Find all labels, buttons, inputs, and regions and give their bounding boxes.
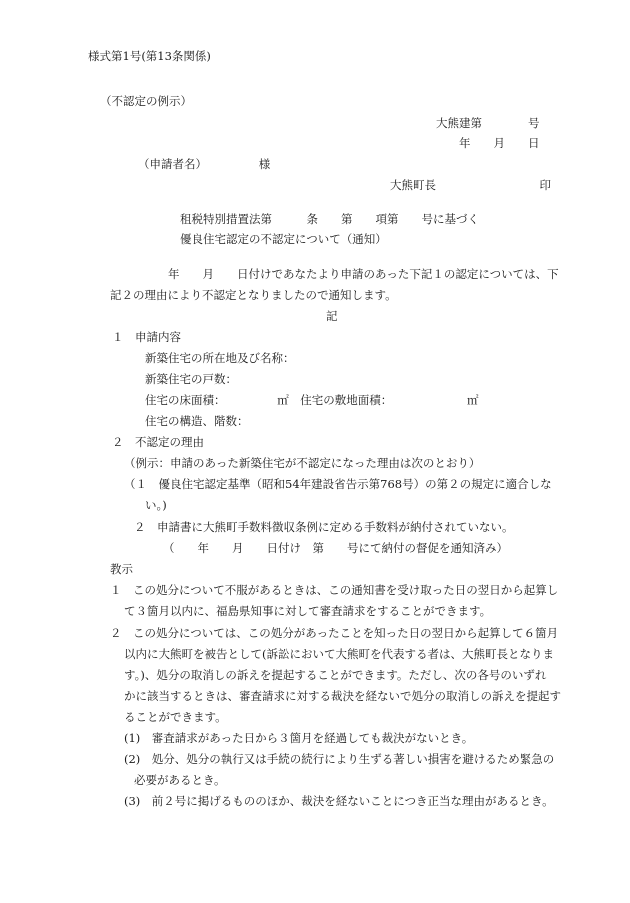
form-number: 様式第1号(第13条関係) xyxy=(88,49,211,63)
units-field: 新築住宅の戸数： xyxy=(145,372,237,386)
section2-heading: ２ 不認定の理由 xyxy=(112,435,204,449)
kyoji-p2-line1: ２ この処分については、この処分があったことを知った日の翌日から起算して６箇月 xyxy=(110,626,559,640)
kyoji-sub2-line2: 必要があるとき。 xyxy=(134,773,226,787)
kyoji-p1-line1: １ この処分について不服があるときは、この通知書を受け取った日の翌日から起算し xyxy=(110,583,559,597)
document-title-line2: 優良住宅認定の不認定について（通知） xyxy=(180,232,387,246)
addressee: （申請者名） 様 xyxy=(138,157,271,171)
kyoji-sub2-line1: (2) 処分、処分の執行又は手続の続行により生ずる著しい損害を避けるため緊急の xyxy=(124,752,555,766)
document-title-line1: 租税特別措置法第 条 第 項第 号に基づく xyxy=(180,212,479,226)
document-number: 大熊建第 号 xyxy=(436,116,540,130)
issue-date: 年 月 日 xyxy=(459,136,540,150)
reason-example: （例示：申請のあった新築住宅が不認定になった理由は次のとおり） xyxy=(124,456,481,470)
kyoji-p2-line2: 以内に大熊町を被告として(訴訟において大熊町を代表する者は、大熊町長となりま xyxy=(124,647,554,661)
kyoji-p1-line2: て３箇月以内に、福島県知事に対して審査請求をすることができます。 xyxy=(124,604,492,618)
reason2-note: （ 年 月 日付け 第 号にて納付の督促を通知済み） xyxy=(163,541,508,555)
reason1-line2: い。) xyxy=(145,498,167,512)
kyoji-p2-line3: す。)、処分の取消しの訴えを提起することができます。ただし、次の各号のいずれ xyxy=(124,668,547,682)
section1-heading: １ 申請内容 xyxy=(112,330,181,344)
reason2: ２ 申請書に大熊町手数料徴収条例に定める手数料が納付されていない。 xyxy=(134,520,514,534)
reason1-line1: （１ 優良住宅認定基準（昭和54年建設省告示第768号）の第２の規定に適合しな xyxy=(124,477,552,491)
intro-line1: 年 月 日付けであなたより申請のあった下記１の認定については、下 xyxy=(168,267,559,281)
intro-line2: 記２の理由により不認定となりましたので通知します。 xyxy=(110,288,397,302)
kyoji-p2-line5: ることができます。 xyxy=(124,710,227,724)
example-label: （不認定の例示） xyxy=(100,94,192,108)
kyoji-heading: 教示 xyxy=(110,562,133,576)
kyoji-sub1: (1) 審査請求があった日から３箇月を経過しても裁決がないとき。 xyxy=(124,731,474,745)
location-name-field: 新築住宅の所在地及び名称： xyxy=(145,351,295,365)
kyoji-sub3: (3) 前２号に掲げるもののほか、裁決を経ないことにつき正当な理由があるとき。 xyxy=(124,794,554,808)
kyoji-p2-line4: かに該当するときは、審査請求に対する裁決を経ないで処分の取消しの訴えを提起す xyxy=(124,689,561,703)
sender: 大熊町長 印 xyxy=(390,178,551,192)
area-field: 住宅の床面積： ㎡ 住宅の敷地面積： ㎡ xyxy=(145,393,479,407)
structure-field: 住宅の構造、階数： xyxy=(145,414,249,428)
ki-heading: 記 xyxy=(326,309,338,323)
